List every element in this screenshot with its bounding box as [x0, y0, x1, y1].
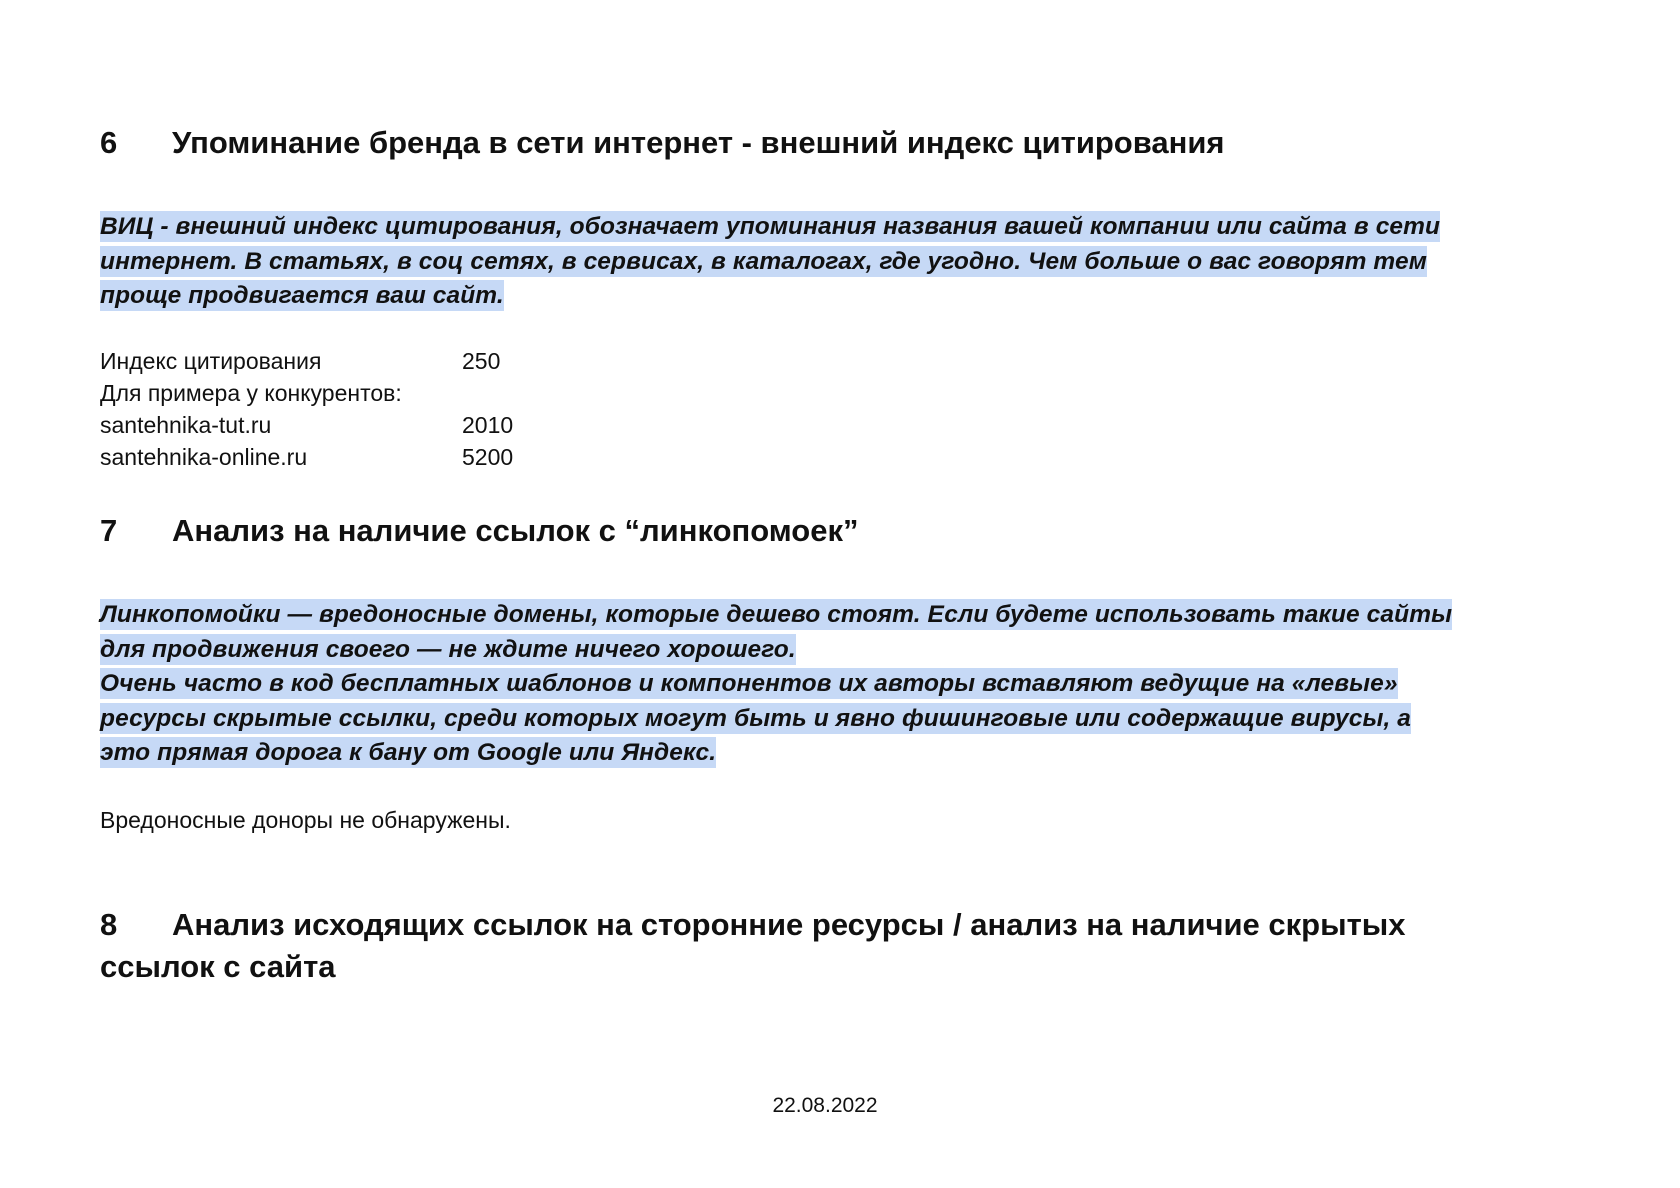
citation-index-table — [100, 345, 513, 473]
section-7-callout-line-1: Линкопомойки — вредоносные домены, которые дешево стоят. Если будете использовать такие сайты — [100, 601, 1453, 628]
section-7-number: 7 — [100, 513, 118, 548]
table-row — [100, 409, 513, 441]
competitors-label: Для примера у конкурентов: — [100, 379, 402, 406]
citation-index-value: 250 — [462, 347, 501, 374]
section-6-number: 6 — [100, 125, 118, 160]
competitor-1-value: 2010 — [462, 411, 514, 438]
citation-index-label: Индекс цитирования — [100, 347, 322, 374]
section-7-callout-line-2: для продвижения своего — не ждите ничего хорошего. — [100, 635, 796, 663]
table-row — [100, 441, 513, 473]
section-8-heading — [100, 904, 1520, 988]
section-7-callout-line-4: ресурсы скрытые ссылки, среди которых могут быть и явно фишинговые или содержащие вирусы, а — [100, 704, 1412, 732]
section-7-callout-line-3: Очень часто в код бесплатных шаблонов и компонентов их авторы вставляют ведущие на «левые» — [100, 670, 1398, 697]
competitor-1-domain: santehnika-tut.ru — [100, 411, 272, 438]
section-7-callout-line-5: это прямая дорога к бану от Google или Яндекс. — [100, 739, 717, 766]
footer-date: 22.08.2022 — [772, 1094, 878, 1117]
section-7-title: Анализ на наличие ссылок с “линкопомоек” — [172, 513, 859, 548]
section-7-callout — [100, 598, 1560, 771]
section-6-callout — [100, 210, 1560, 314]
section-6-title: Упоминание бренда в сети интернет - внешний индекс цитирования — [172, 125, 1225, 160]
section-6-callout-line-3: проще продвигается ваш сайт. — [100, 282, 504, 309]
section-6-heading — [100, 122, 1520, 164]
competitors-value — [462, 377, 513, 409]
table-row — [100, 345, 513, 377]
section-7-heading — [100, 510, 1520, 552]
competitor-2-domain: santehnika-online.ru — [100, 443, 308, 470]
section-7-result: Вредоносные доноры не обнаружены. — [100, 807, 511, 833]
section-6-callout-line-2: интернет. В статьях, в соц сетях, в сервисах, в каталогах, где угодно. Чем больше о вас говорят тем — [100, 247, 1427, 275]
competitor-2-value: 5200 — [462, 443, 514, 470]
section-6-callout-line-1: ВИЦ - внешний индекс цитирования, обозначает упоминания названия вашей компании или сайта в сети — [100, 213, 1441, 240]
section-8-number: 8 — [100, 907, 118, 942]
section-8-title-line-2: ссылок с сайта — [100, 949, 336, 984]
section-8-title-line-1: Анализ исходящих ссылок на сторонние ресурсы / анализ на наличие скрытых — [172, 907, 1406, 942]
table-row — [100, 377, 513, 409]
